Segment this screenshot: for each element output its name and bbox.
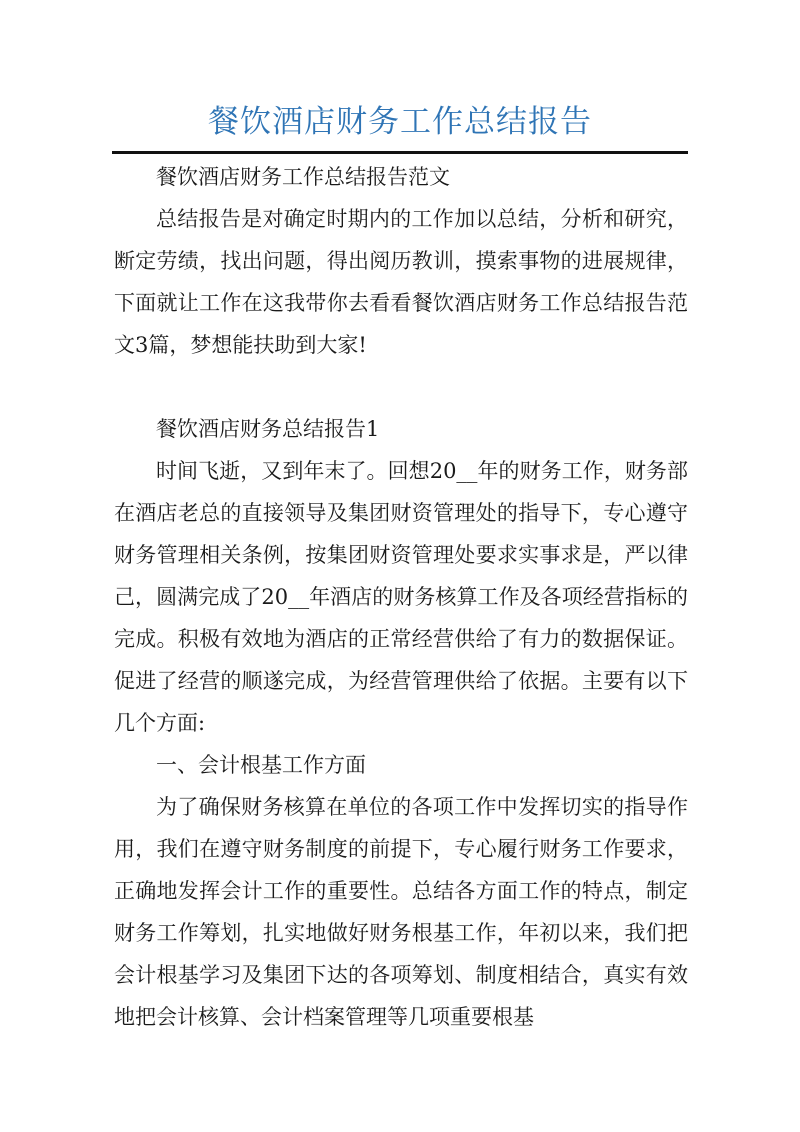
document-body: [114, 156, 688, 1038]
paragraph-subtitle: 餐饮酒店财务工作总结报告范文: [156, 165, 450, 189]
paragraph-intro: 总结报告是对确定时期内的工作加以总结，分析和研究，断定劳绩，找出问题，得出阅历教训，摸索事物的进展规律，下面就让工作在这我带你去看看餐饮酒店财务工作总结报告范文3篇，梦想能扶助到大家!: [114, 207, 688, 357]
section-heading-accounting-basics: 一、会计根基工作方面: [156, 753, 366, 777]
section-heading-report-1: 餐饮酒店财务总结报告1: [156, 417, 380, 441]
document-title: 餐饮酒店财务工作总结报告: [208, 104, 592, 140]
title-divider: [112, 151, 688, 154]
paragraph-report-1-body: 时间飞逝，又到年末了。回想20__年的财务工作，财务部在酒店老总的直接领导及集团财资管理处的指导下，专心遵守财务管理相关条例，按集团财资管理处要求实事求是，严以律己，圆满完成了20__年酒店的财务核算工作及各项经营指标的完成。积极有效地为酒店的正常经营供给了有力的数据保证。促进了经营的顺遂完成，为经营管理供给了依据。主要有以下几个方面:: [114, 459, 688, 735]
paragraph-accounting-basics: 为了确保财务核算在单位的各项工作中发挥切实的指导作用，我们在遵守财务制度的前提下，专心履行财务工作要求，正确地发挥会计工作的重要性。总结各方面工作的特点，制定财务工作筹划，扎实地做好财务根基工作，年初以来，我们把会计根基学习及集团下达的各项筹划、制度相结合，真实有效地把会计核算、会计档案管理等几项重要根基: [114, 795, 688, 1029]
blank-line: [114, 366, 688, 408]
